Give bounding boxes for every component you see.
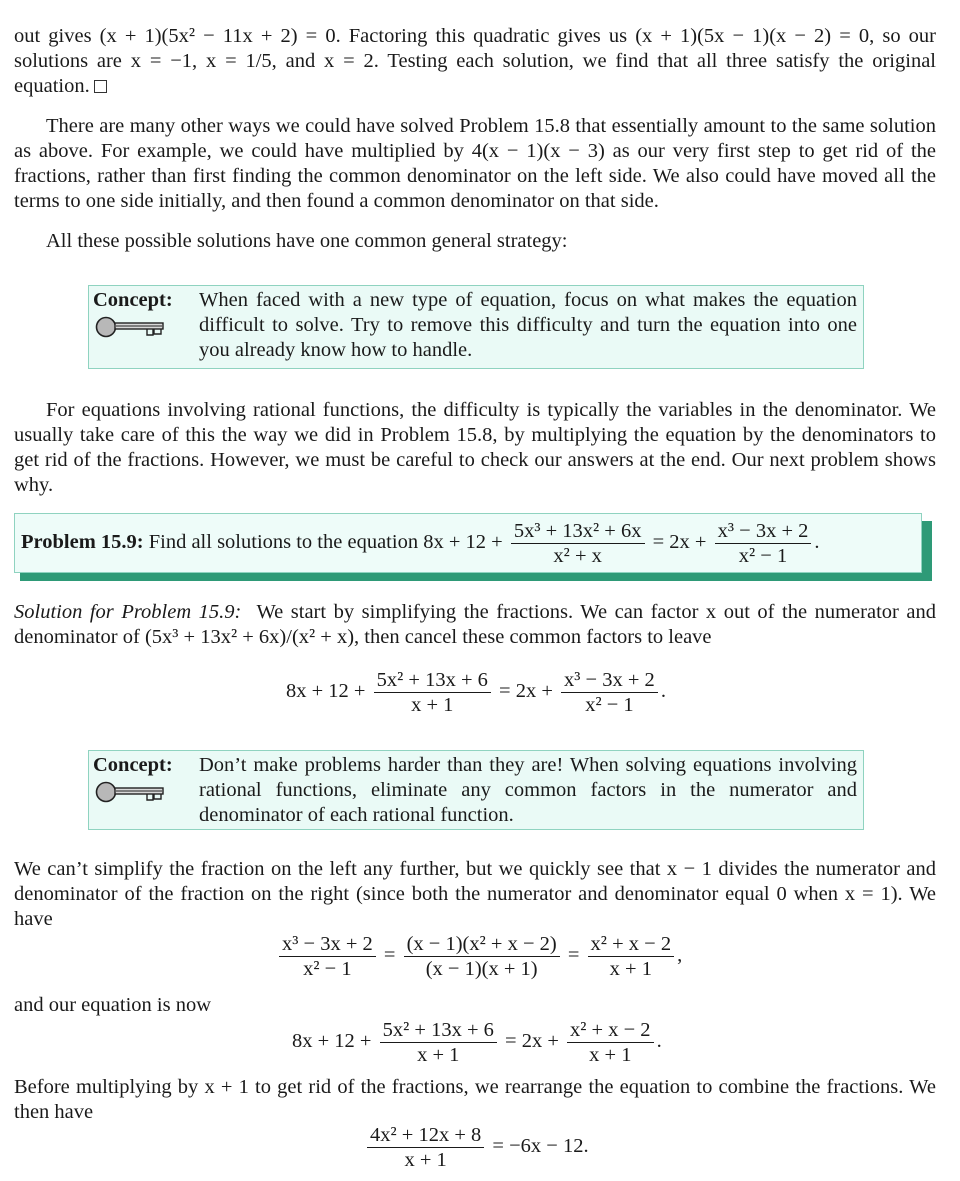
equation-part: ,	[677, 944, 683, 967]
concept-label: Concept:	[93, 754, 173, 776]
fraction-numerator: x² + x − 2	[588, 932, 675, 957]
solution-label: Solution for Problem 15.9:	[14, 601, 242, 623]
fraction	[715, 519, 812, 568]
fraction	[367, 1123, 484, 1172]
fraction	[374, 668, 491, 717]
fraction-denominator: x + 1	[404, 1149, 447, 1171]
equation-factoring	[276, 932, 682, 981]
paragraph-conclusion	[14, 24, 936, 99]
problem-text: Find all solutions to the equation 8x + 12 +	[148, 531, 503, 554]
paragraph-text: Before multiplying by x + 1 to get rid of the fractions, we rearrange the equation to combine the fractions. We then have	[14, 1076, 936, 1123]
paragraph-equation-now	[14, 993, 936, 1018]
equation-part: .	[660, 680, 666, 703]
paragraph-solution	[14, 600, 936, 650]
equation-reduced	[292, 1018, 662, 1067]
fraction-denominator: x + 1	[411, 694, 454, 716]
equation-part: 8x + 12 +	[286, 680, 366, 703]
equation-part: =	[567, 944, 580, 967]
fraction	[588, 932, 675, 981]
paragraph-text: There are many other ways we could have solved Problem 15.8 that essentially amount to the same solution as above. For example, we could have multiplied by 4(x − 1)(x − 3) as our very first step to get rid of the fractions, rather than first finding the common denominator on the left side. We also could have moved all the terms to one side initially, and then found a common denominator on that side.	[14, 115, 936, 212]
paragraph-other-ways	[14, 114, 936, 214]
fraction-numerator: 5x² + 13x + 6	[380, 1018, 497, 1043]
fraction-denominator: x + 1	[589, 1044, 632, 1066]
concept-text: Don’t make problems harder than they are! When solving equations involving rational functions, eliminate any common factors in the numerator and denominator of each rational function.	[199, 754, 857, 826]
equation-part: =	[383, 944, 396, 967]
text-line	[14, 74, 936, 99]
paragraph-rational-functions	[14, 398, 936, 498]
fraction	[511, 519, 645, 568]
fraction	[380, 1018, 497, 1067]
fraction-denominator: x² + x	[553, 545, 602, 567]
problem-box	[14, 513, 934, 581]
fraction-numerator: x² + x − 2	[567, 1018, 654, 1043]
equation-simplified	[286, 668, 666, 717]
concept-box	[88, 285, 864, 369]
problem-box-panel	[14, 513, 922, 573]
equation-combined	[364, 1123, 589, 1172]
problem-label: Problem 15.9:	[21, 531, 144, 554]
fraction-numerator: 4x² + 12x + 8	[367, 1123, 484, 1148]
fraction-numerator: 5x³ + 13x² + 6x	[511, 519, 645, 544]
fraction-denominator: x² − 1	[585, 694, 634, 716]
fraction	[279, 932, 376, 981]
equation-part: .	[656, 1030, 662, 1053]
equation-part: = −6x − 12.	[492, 1135, 589, 1158]
concept-label: Concept:	[93, 289, 173, 311]
fraction	[561, 668, 658, 717]
fraction-numerator: x³ − 3x + 2	[561, 668, 658, 693]
problem-statement	[21, 519, 820, 568]
equation-part: 8x + 12 +	[292, 1030, 372, 1053]
paragraph-text: All these possible solutions have one common general strategy:	[46, 230, 568, 252]
text-line: out gives (x + 1)(5x² − 11x + 2) = 0. Factoring this quadratic gives us (x + 1)(5x − 1)(x − 2) = 0, so our	[14, 25, 936, 47]
equation-part: = 2x +	[499, 680, 553, 703]
fraction-denominator: x + 1	[417, 1044, 460, 1066]
fraction	[404, 932, 560, 981]
concept-text: When faced with a new type of equation, focus on what makes the equation difficult to solve. Try to remove this difficulty and turn the equation into one you already know how to handle.	[199, 289, 857, 361]
fraction-denominator: x² − 1	[303, 958, 352, 980]
text-fragment: equation.	[14, 75, 90, 97]
solution-text: We start by simplifying the fractions. We can factor x out of the numerator and denominator of (5x³ + 13x² + 6x)/(x² + x), then cancel these common factors to leave	[14, 601, 936, 648]
fraction	[567, 1018, 654, 1067]
fraction-denominator: x² − 1	[738, 545, 788, 567]
paragraph-simplify-right	[14, 857, 936, 932]
fraction-denominator: x + 1	[609, 958, 652, 980]
fraction-numerator: (x − 1)(x² + x − 2)	[404, 932, 560, 957]
fraction-numerator: x³ − 3x + 2	[279, 932, 376, 957]
fraction-numerator: x³ − 3x + 2	[715, 519, 812, 544]
paragraph-rearrange	[14, 1075, 936, 1125]
equation-part: = 2x +	[652, 531, 707, 554]
equation-part: = 2x +	[505, 1030, 559, 1053]
paragraph-strategy	[14, 229, 936, 254]
paragraph-text: We can’t simplify the fraction on the left any further, but we quickly see that x − 1 divides the numerator and denominator of the fraction on the right (since both the numerator and denominator equal 0 when x = 1). We have	[14, 858, 936, 930]
concept-box	[88, 750, 864, 830]
key-icon	[95, 781, 167, 810]
text-line: solutions are x = −1, x = 1/5, and x = 2. Testing each solution, we find that all three satisfy the original	[14, 50, 936, 72]
paragraph-text: For equations involving rational functions, the difficulty is typically the variables in the denominator. We usually take care of this the way we did in Problem 15.8, by multiplying the equation by the denominators to get rid of the fractions. However, we must be careful to check our answers at the end. Our next problem shows why.	[14, 399, 936, 496]
fraction-denominator: (x − 1)(x + 1)	[425, 958, 538, 980]
fraction-numerator: 5x² + 13x + 6	[374, 668, 491, 693]
key-icon	[95, 316, 167, 345]
paragraph-text	[14, 600, 936, 650]
qed-square-icon	[94, 80, 107, 93]
equation-part: .	[814, 531, 820, 554]
paragraph-text: and our equation is now	[14, 994, 211, 1016]
